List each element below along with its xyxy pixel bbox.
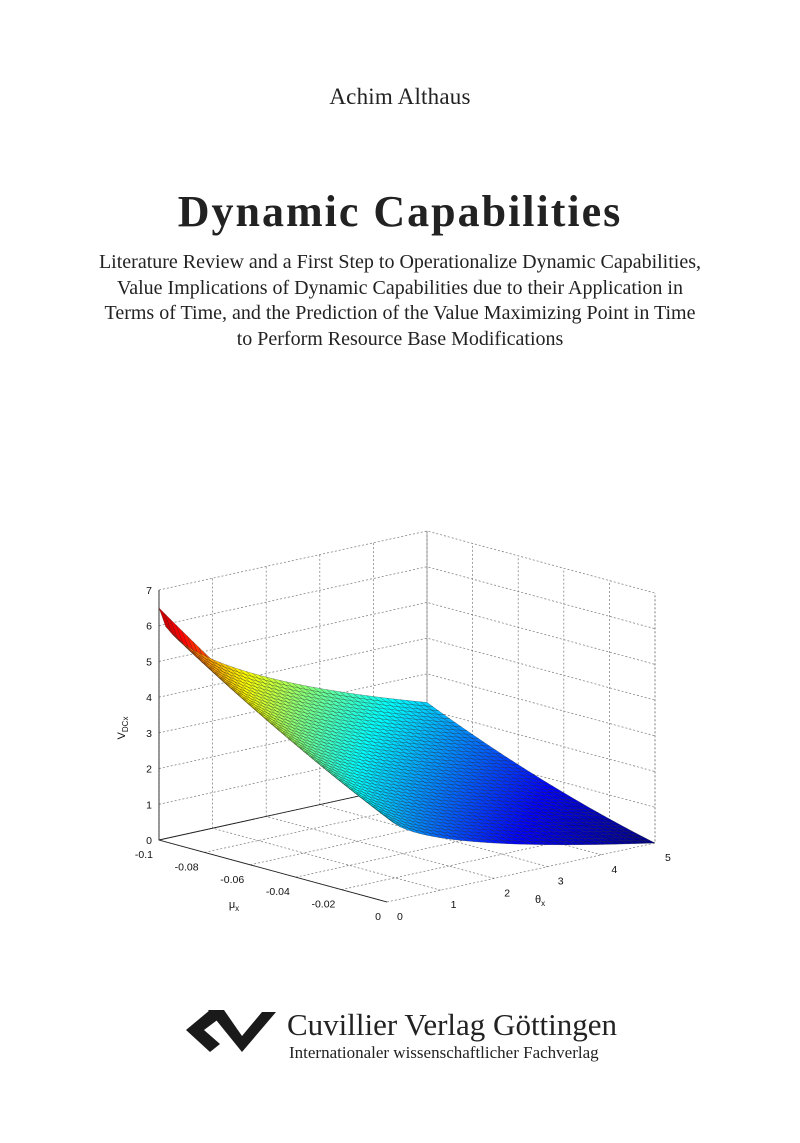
z-tick-label: 2 [146, 763, 152, 776]
book-subtitle [40, 250, 760, 352]
z-axis-label: $V_{DCx}$ [116, 716, 130, 740]
subtitle-line: to Perform Resource Base Modifications [236, 327, 564, 350]
author-name: Achim Althaus [329, 84, 471, 109]
theta-tick-label: 2 [504, 887, 511, 900]
publisher-tagline: Internationaler wissenschaftlicher Fachverlag [289, 1043, 599, 1062]
surface-plot [110, 510, 690, 940]
mu-tick-label: -0.04 [265, 886, 290, 899]
theta-tick-label: 1 [450, 899, 457, 912]
publisher-name: Cuvillier Verlag Göttingen [287, 1007, 618, 1042]
theta-tick-label: 5 [665, 852, 671, 864]
mu-axis-ticks [135, 849, 381, 923]
mu-tick-label: -0.02 [311, 898, 336, 911]
z-axis-ticks [146, 585, 152, 847]
grid-line [159, 567, 655, 629]
subtitle-line: Literature Review and a First Step to Operationalize Dynamic Capabilities, [98, 251, 702, 273]
z-tick-label: 1 [146, 799, 152, 812]
publisher-logo-icon [180, 1006, 276, 1056]
z-tick-label: 5 [146, 656, 152, 669]
theta-tick-label: 4 [611, 863, 618, 876]
z-tick-label: 7 [146, 585, 152, 597]
theta-axis-label: $\theta_x$ [534, 894, 546, 908]
grid-line [159, 602, 655, 664]
mu-axis-label: $\mu_x$ [228, 899, 240, 913]
mu-tick-label: -0.06 [220, 873, 245, 886]
theta-axis-ticks [397, 852, 671, 923]
subtitle-line: Terms of Time, and the Prediction of the Value Maximizing Point in Time [104, 302, 696, 324]
surface-mesh [159, 608, 655, 845]
mu-tick-label: -0.1 [134, 849, 153, 861]
grid-line [159, 531, 655, 593]
book-title: Dynamic Capabilities [177, 187, 623, 236]
publisher-block [180, 1003, 640, 1063]
theta-tick-label: 3 [557, 875, 564, 888]
theta-tick-label: 0 [397, 911, 403, 923]
z-tick-label: 6 [146, 620, 152, 633]
z-tick-label: 4 [146, 692, 152, 705]
z-tick-label: 0 [146, 835, 152, 847]
mu-tick-label: 0 [375, 911, 381, 923]
mu-tick-label: -0.08 [174, 861, 199, 874]
z-tick-label: 3 [146, 727, 152, 740]
subtitle-line: Value Implications of Dynamic Capabilities due to their Application in [117, 276, 683, 299]
